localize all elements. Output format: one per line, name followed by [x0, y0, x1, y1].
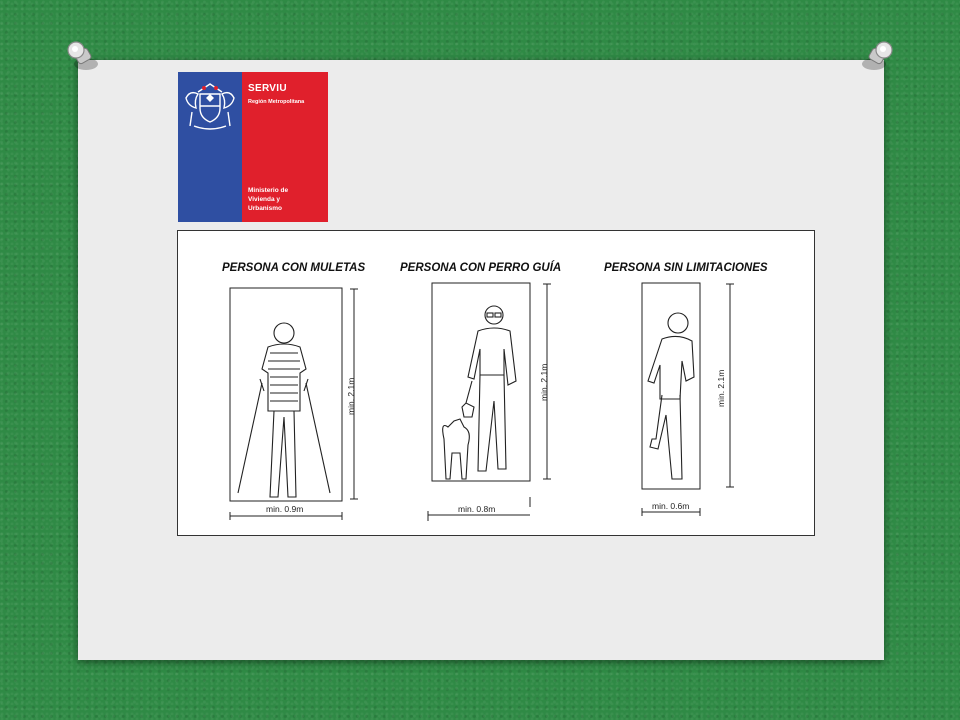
- panel-title-guide-dog: PERSONA CON PERRO GUÍA: [400, 262, 562, 274]
- person-with-guide-dog-figure: [443, 306, 516, 479]
- person-with-crutches-figure: [238, 323, 330, 497]
- logo-subtitle: Región Metropolitana: [248, 99, 305, 105]
- width-label-guide-dog: min. 0.8m: [458, 504, 496, 514]
- logo-title: SERVIU: [248, 83, 287, 94]
- serviu-logo: [178, 72, 328, 222]
- panel-title-no-limitations: PERSONA SIN LIMITACIONES: [604, 262, 768, 274]
- height-label-guide-dog: min. 2.1m: [539, 363, 549, 401]
- clearance-diagram: [177, 230, 815, 536]
- pushpin-icon: [854, 38, 898, 82]
- width-label-crutches: min. 0.9m: [266, 504, 304, 514]
- logo-red-band: [242, 72, 328, 222]
- logo-blue-band: [178, 72, 242, 222]
- height-label-crutches: min. 2.1m: [346, 377, 356, 415]
- logo-ministry-line: Vivienda y: [248, 196, 281, 203]
- logo-ministry-line: Ministerio de: [248, 187, 289, 194]
- pushpin-icon: [62, 38, 106, 82]
- logo-ministry: [248, 186, 324, 213]
- logo-ministry-line: Urbanismo: [248, 205, 282, 212]
- height-label-no-limitations: min. 2.1m: [716, 369, 726, 407]
- person-walking-figure: [648, 313, 694, 479]
- width-label-no-limitations: min. 0.6m: [652, 501, 690, 511]
- panel-title-crutches: PERSONA CON MULETAS: [222, 262, 366, 274]
- chile-coat-of-arms-icon: [178, 76, 242, 136]
